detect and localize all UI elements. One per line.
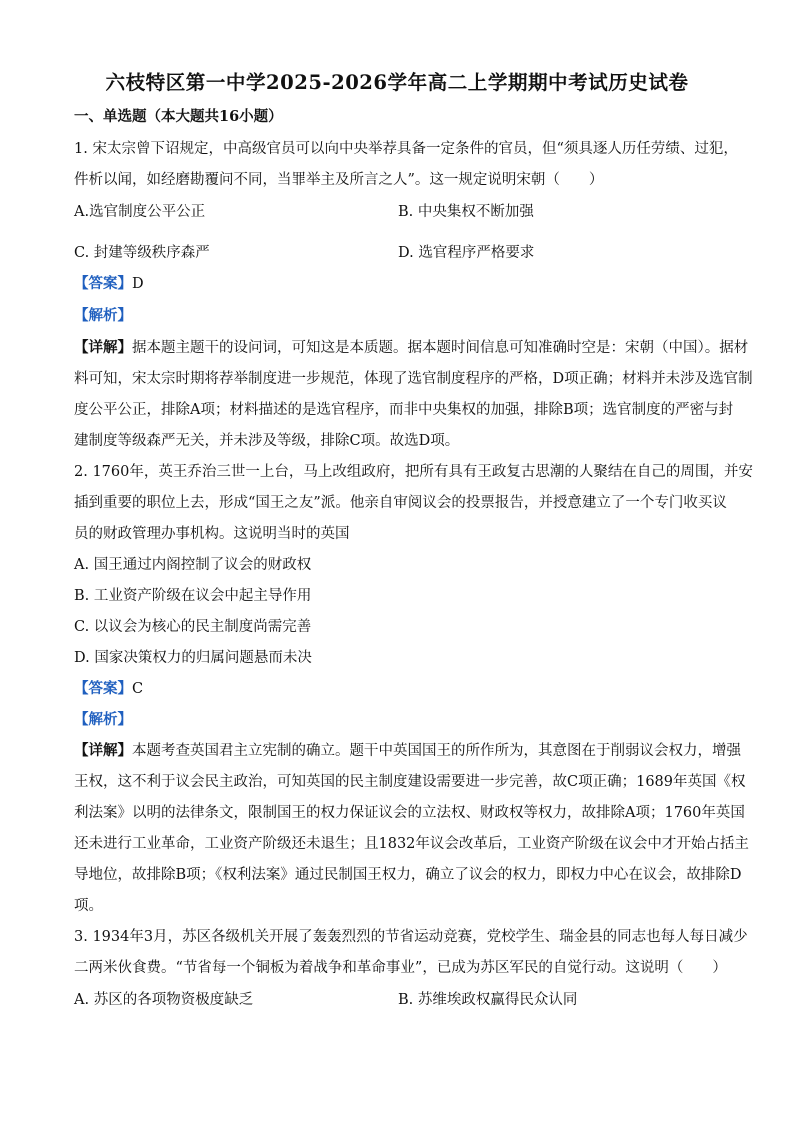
question-1-option-b: B. 中央集权不断加强 — [398, 204, 534, 220]
answer-value: C — [132, 681, 144, 697]
detail-tag: 【详解】 — [74, 742, 132, 759]
question-2-analysis-tag: 【解析】 — [74, 711, 132, 728]
question-1-detail-line-2: 料可知，宋太宗时期将荐举制度进一步规范，体现了选官制度程序的严格，D项正确；材料并未涉及选官制 — [74, 371, 753, 387]
question-1-option-d: D. 选官程序严格要求 — [398, 245, 535, 261]
question-2-detail-line-4: 还未进行工业革命，工业资产阶级还未退生；且1832年议会改革后，工业资产阶级在议会中才开始占括主 — [74, 836, 749, 852]
question-1-answer — [74, 274, 144, 294]
question-2-stem-line-2: 插到重要的职位上去，形成“国王之友”派。他亲自审阅议会的投票报告，并授意建立了一个专门收买议 — [74, 495, 727, 511]
question-2-option-d: D. 国家决策权力的归属问题悬而未决 — [74, 650, 312, 666]
page-title: 六枝特区第一中学2025-2026学年高二上学期期中考试历史试卷 — [105, 71, 689, 94]
question-2-option-c: C. 以议会为核心的民主制度尚需完善 — [74, 619, 312, 635]
question-2-answer — [74, 679, 143, 699]
question-1-detail-line-4: 建制度等级森严无关，并未涉及等级，排除C项。故选D项。 — [74, 433, 460, 449]
question-2-detail-line-6: 项。 — [74, 898, 103, 914]
question-2-stem-line-3: 员的财政管理办事机构。这说明当时的英国 — [74, 526, 350, 542]
answer-tag: 【答案】 — [74, 680, 132, 697]
question-2-stem-line-1: 2. 1760年，英王乔治三世一上台，马上改组政府，把所有具有王政复古思潮的人聚结在自己的周围，并安 — [74, 464, 753, 480]
question-1-option-c: C. 封建等级秩序森严 — [74, 245, 210, 261]
question-3-stem-line-1: 3. 1934年3月，苏区各级机关开展了轰轰烈烈的节省运动竞赛，党校学生、瑞金县的同志也每人每日减少 — [74, 929, 748, 945]
question-1-option-a: A.选官制度公平公正 — [74, 204, 206, 220]
question-2-detail-line-1: 【详解】本题考查英国君主立宪制的确立。题干中英国国王的所作所为，其意图在于削弱议会权力，增强 — [74, 742, 741, 759]
question-3-option-a: A. 苏区的各项物资极度缺乏 — [74, 992, 254, 1008]
question-1-stem-line-2: 件析以闻，如经磨勘覆问不同，当罪举主及所言之人”。这一规定说明宋朝（ ） — [74, 172, 604, 188]
question-2-detail-line-5: 导地位，故排除B项；《权利法案》通过民制国王权力，确立了议会的权力，即权力中心在议会，故排除D — [74, 867, 742, 883]
question-3-stem-line-2: 二两米伙食费。“节省每一个铜板为着战争和革命事业”，已成为苏区军民的自觉行动。这说明（ ） — [74, 960, 727, 976]
question-1-detail-line-3: 度公平公正，排除A项；材料描述的是选官程序，而非中央集权的加强，排除B项；选官制度的严密与封 — [74, 402, 734, 418]
section-heading: 一、单选题（本大题共16小题） — [74, 108, 283, 125]
detail-tag: 【详解】 — [74, 339, 132, 356]
question-2-detail-line-3: 利法案》以明的法律条文，限制国王的权力保证议会的立法权、财政权等权力，故排除A项；1760年英国 — [74, 805, 745, 821]
answer-tag: 【答案】 — [74, 275, 132, 292]
question-2-option-a: A. 国王通过内阁控制了议会的财政权 — [74, 557, 312, 573]
question-2-option-b: B. 工业资产阶级在议会中起主导作用 — [74, 588, 312, 604]
question-1-detail-line-1: 【详解】据本题主题干的设问词，可知这是本质题。据本题时间信息可知准确时空是：宋朝（中国）。据材 — [74, 339, 749, 356]
question-1-analysis-tag: 【解析】 — [74, 307, 132, 324]
question-1-stem-line-1: 1. 宋太宗曾下诏规定，中高级官员可以向中央举荐具备一定条件的官员，但“须具逐人历任劳绩、过犯， — [74, 141, 738, 157]
question-3-option-b: B. 苏维埃政权赢得民众认同 — [398, 992, 578, 1008]
answer-value: D — [132, 276, 144, 292]
question-2-detail-line-2: 王权，这不利于议会民主政治，可知英国的民主制度建设需要进一步完善，故C项正确；1689年英国《权 — [74, 774, 746, 790]
